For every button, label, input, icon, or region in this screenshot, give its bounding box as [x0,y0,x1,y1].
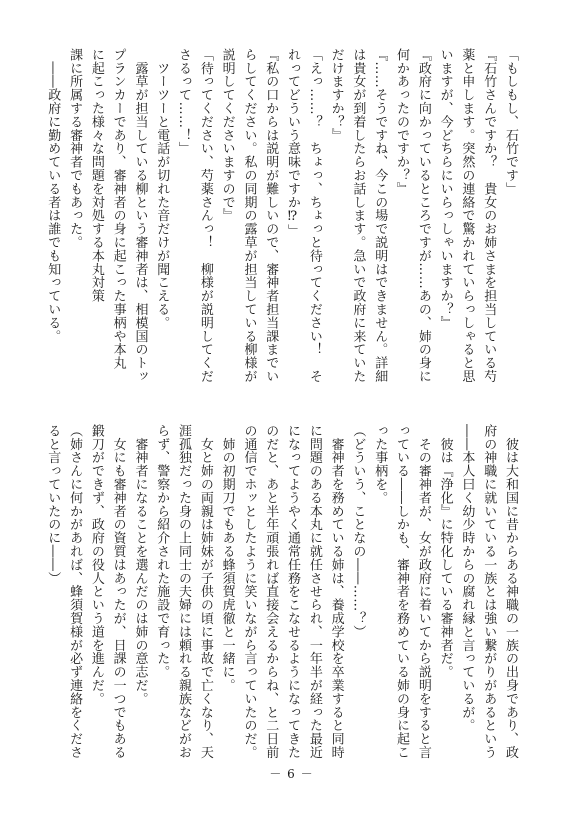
text-line: ツーツーと電話が切れた音だけが聞こえる。 [154,48,170,330]
text-line: プランカーであり、審神者の身に起こった事柄や本丸 [110,48,126,370]
text-line: 説明してくださいますので』 [219,48,235,223]
text-line: 審神者を務めている姉は、養成学校を卒業すると同時 [328,424,344,759]
text-line: 『石竹さんですか？ 貴女のお姉さまを担当している芍 [481,48,497,383]
text-line: の通信でホッとしたように笑いながら言っていたのだ。 [241,424,257,759]
text-line: 「待ってください、芍薬さんっ！ 柳様が説明してくだ [197,48,213,383]
text-line: らしてください。私の同期の露草が担当している柳様が [241,48,257,383]
text-line: れってどういう意味ですか⁉」 [285,48,301,238]
text-line: 『私の口からは説明が難しいので、審神者担当課までい [263,48,279,383]
text-line: に問題のある本丸に就任させられ、一年半が経った最近 [306,424,322,759]
text-line: だけますか？』 [328,48,344,142]
text-line: ――政府に勤めている者は誰でも知っている。 [45,48,61,343]
page-number: － 6 － [269,767,314,781]
text-line: は貴女が到着したらお話します。急いで政府に来ていた [350,48,366,383]
text-line: 薬と申します。突然の連絡で驚かれていらっしゃると思 [459,48,475,383]
text-line: さるって……！」 [176,48,192,156]
text-line: （姉さんに何かがあれば、蜂須賀様が必ず連絡をくださ [67,424,83,759]
text-line: 『政府に向かっているところですが……あの、姉の身に [415,48,431,383]
text-line: 鍛刀ができず、政府の役人という道を進んだ。 [88,424,104,706]
text-line: 女と姉の両親は姉妹が子供の頃に事故で亡くなり、天 [197,424,213,759]
text-line: のだと、あと半年頑張れば直接会えるからね、と二日前 [263,424,279,759]
text-line: になってようやく通常任務をこなせるようになってきた [285,424,301,759]
text-line: 彼は大和国に昔からある神職の一族の出身であり、政 [503,424,518,759]
text-line: 露草が担当している柳という審神者は、相模国のトッ [132,48,148,383]
text-line: 府の神職に就いている一族とは強い繋がりがあるという [481,424,497,759]
text-line: その審神者が、女が政府に着いてから説明をすると言 [415,424,431,759]
text-line: （どういう、ことなの――……？） [350,424,366,639]
text-line: 課に所属する審神者でもあった。 [67,48,83,249]
text-line: ると言っていたのに――） [45,424,61,585]
text-line: 何かあったのですか？』 [394,48,410,196]
text-block-lower [45,424,521,759]
text-line: いますが、今どちらにいらっしゃいますか？』 [437,48,453,330]
text-block-upper [45,48,521,383]
text-line: った事柄を。 [372,424,388,505]
text-line: 彼は『浄化』に特化している審神者だ。 [437,424,453,679]
text-line: らず、警察から紹介された施設で育った。 [154,424,170,679]
text-line: 女にも審神者の資質はあったが、日課の一つでもある [110,424,126,759]
text-line: ――本人曰く幼少時からの腐れ縁と言っているが。 [459,424,475,733]
text-line: っている――しかも、審神者を務めている姉の身に起こ [394,424,410,759]
text-line: 審神者になることを選んだのは姉の意志だ。 [132,424,148,706]
text-line: 『……そうですね、今この場で説明はできません。詳細 [372,48,388,383]
text-line: 「もしもし、石竹です」 [503,48,518,196]
text-line: 「えっ……？ ちょっ、ちょっと待ってください！ そ [306,48,322,383]
text-line: 姉の初期刀でもある蜂須賀虎徹と一緒に。 [219,424,235,692]
text-line: に起こった様々な問題を対処する本丸対策 [88,48,104,303]
text-line: 涯孤独だった身の上同士の夫婦には頼れる親族などがお [176,424,192,759]
